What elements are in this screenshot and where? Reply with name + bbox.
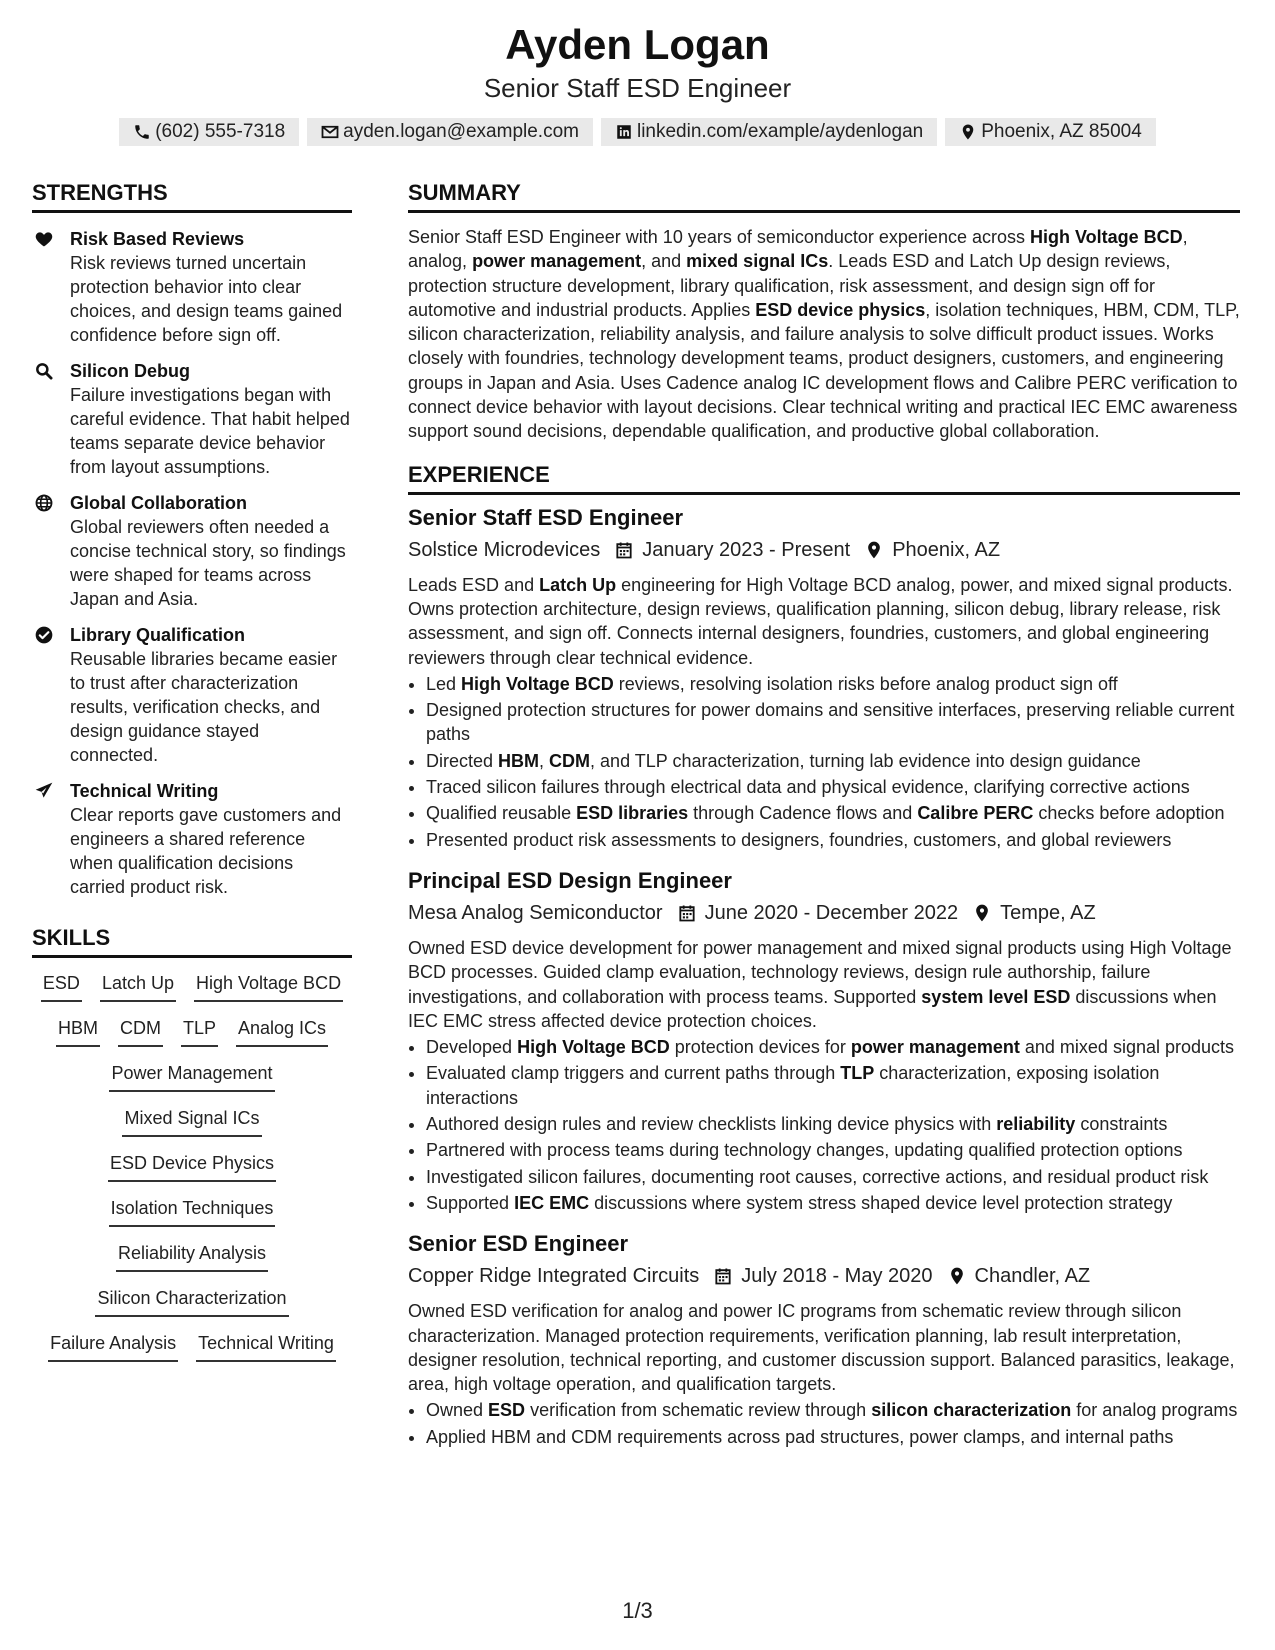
check-circle-icon (34, 625, 54, 645)
skill-row (32, 1285, 352, 1330)
skill-row (32, 1015, 352, 1060)
job-title: Principal ESD Design Engineer (408, 867, 732, 893)
text-run: discussions when IEC EMC stress affected device protection choices. (408, 986, 1217, 1031)
text-run: protection devices for (669, 1037, 851, 1058)
skill-row (32, 1330, 352, 1375)
bold-text: reliability (996, 1114, 1076, 1135)
text-run: Owned (426, 1400, 489, 1421)
skill-tag: Isolation Techniques (109, 1195, 276, 1227)
text-run: , analog, (408, 227, 1188, 272)
skill-row (32, 1060, 352, 1105)
text-run: , isolation techniques, HBM, CDM, TLP, silicon characterization, reliability analysis, and failure analysis to solve difficult product issues. Works closely with foundries, technology development teams, product designers, customers, and engineering groups in Japan and Asia. Uses Cadence analog IC development flows and Calibre PERC verification to connect device behavior with layout decisions. Clear technical writing and practical IEC EMC awareness support sound decisions, dependable qualification, and productive global collaboration. (408, 299, 1240, 442)
job-title: Senior Staff ESD Engineer (408, 504, 684, 530)
text-run: Traced silicon failures through electrical data and physical evidence, clarifying corrective actions (426, 777, 1190, 798)
page-number: 1/3 (622, 1598, 653, 1623)
globe-icon (34, 493, 54, 513)
job-entry (408, 503, 1240, 852)
strengths-heading: STRENGTHS (32, 180, 352, 213)
bullet-item (426, 775, 1240, 799)
calendar-icon (713, 1266, 733, 1286)
summary-text (408, 225, 1240, 444)
candidate-name: Ayden Logan (505, 21, 770, 68)
strength-title: Risk Based Reviews (70, 229, 245, 249)
map-pin-icon (864, 540, 884, 560)
skill-tag: Failure Analysis (48, 1330, 178, 1362)
text-run: Presented product risk assessments to designers, foundries, customers, and global reviewers (426, 829, 1172, 850)
skill-tag: High Voltage BCD (194, 970, 343, 1002)
bold-text: ESD device physics (755, 299, 926, 320)
bold-text: High Voltage BCD (1029, 227, 1183, 247)
bold-text: High Voltage BCD (517, 1037, 670, 1058)
bold-text: mixed signal ICs (686, 251, 829, 272)
text-run: engineering for High Voltage BCD analog, power, and mixed signal products. Owns protection architecture, design reviews, qualification planning, silicon debug, library release, risk assessment, and sign off. Connects internal designers, foundries, customers, and global engineering reviewers through clear technical evidence. (408, 574, 1233, 668)
job-description (408, 573, 1240, 670)
bullet-item (426, 801, 1240, 825)
bold-text: TLP (840, 1063, 875, 1084)
location-text: Phoenix, AZ 85004 (981, 121, 1142, 142)
company-name: Solstice Microdevices (408, 538, 601, 561)
skill-row (32, 970, 352, 1015)
strength-desc: Clear reports gave customers and engineers a shared reference when qualification decisions carried product risk. (70, 805, 342, 897)
text-run: characterization, exposing isolation interactions (426, 1063, 1160, 1108)
text-run: Directed (426, 750, 499, 771)
text-run: Qualified reusable (426, 803, 577, 824)
map-pin-icon (972, 903, 992, 923)
job-meta (408, 1261, 1240, 1291)
text-run: Owned ESD device development for power management and mixed signal products using High Voltage BCD processes. Guided clamp evaluation, technology reviews, design rule authorship, failure investigations, and collaboration with process teams. Supported (408, 937, 1232, 1007)
bold-text: power management (472, 251, 642, 272)
text-run: , (539, 750, 550, 771)
skill-tag: ESD (41, 970, 82, 1002)
text-run: , and (641, 251, 687, 272)
strength-title: Library Qualification (70, 625, 246, 645)
strength-desc: Reusable libraries became easier to trust after characterization results, verification checks, and design guidance stayed connected. (70, 649, 338, 765)
bold-text: IEC EMC (514, 1192, 590, 1213)
skill-tag: Latch Up (100, 970, 176, 1002)
skill-tag: Mixed Signal ICs (122, 1105, 261, 1137)
bullet-item (426, 1035, 1240, 1059)
bullet-item (426, 1138, 1240, 1162)
text-run: for analog programs (1071, 1400, 1238, 1421)
job-dates: July 2018 - May 2020 (741, 1265, 933, 1288)
contact-location (945, 118, 1156, 146)
right-column (408, 180, 1240, 1451)
strength-item (32, 779, 352, 899)
job-meta (408, 535, 1240, 565)
skill-tag: TLP (181, 1015, 218, 1047)
text-run: Authored design rules and review checklists linking device physics with (426, 1114, 997, 1135)
text-run: Led (426, 673, 462, 694)
bold-text: power management (850, 1037, 1020, 1058)
strength-title: Technical Writing (70, 781, 219, 801)
linkedin-text: linkedin.com/example/aydenlogan (636, 121, 924, 142)
text-run: and mixed signal products (1019, 1037, 1235, 1058)
job-meta (408, 898, 1240, 928)
skill-tag: Reliability Analysis (116, 1240, 268, 1272)
strength-item (32, 491, 352, 611)
bullet-item (426, 1165, 1240, 1189)
heart-icon (34, 229, 54, 249)
bullet-item (426, 1061, 1240, 1110)
strength-item (32, 623, 352, 767)
job-title: Senior ESD Engineer (408, 1231, 629, 1257)
strength-desc: Global reviewers often needed a concise technical story, so findings were shaped for teams across Japan and Asia. (70, 517, 346, 609)
skill-row (32, 1195, 352, 1240)
bold-text: silicon characterization (871, 1400, 1072, 1421)
map-pin-icon (959, 123, 977, 141)
job-entry (408, 866, 1240, 1215)
bullet-item (426, 672, 1240, 696)
bold-text: ESD (488, 1400, 526, 1421)
skill-tag: Power Management (109, 1060, 274, 1092)
job-bullets (408, 1035, 1240, 1215)
bullet-item (426, 698, 1240, 747)
job-dates: January 2023 - Present (642, 538, 851, 561)
text-run: Partnered with process teams during technology changes, updating qualified protection options (426, 1140, 1183, 1161)
bold-text: High Voltage BCD (461, 673, 614, 694)
text-run: discussions where system stress shaped device level protection strategy (589, 1192, 1173, 1213)
job-bullets (408, 672, 1240, 852)
left-column (32, 180, 352, 1375)
contact-bar (0, 118, 1275, 146)
job-entry (408, 1229, 1240, 1449)
phone-text: (602) 555-7318 (155, 121, 286, 142)
text-run: checks before adoption (1033, 803, 1225, 824)
bullet-item (426, 1112, 1240, 1136)
strength-item (32, 359, 352, 479)
strength-title: Silicon Debug (70, 361, 191, 381)
calendar-icon (614, 540, 634, 560)
candidate-title: Senior Staff ESD Engineer (483, 73, 792, 103)
job-description (408, 1299, 1240, 1396)
bold-text: Latch Up (539, 574, 617, 595)
skill-row (32, 1150, 352, 1195)
contact-email[interactable] (307, 118, 593, 146)
text-run: Owned ESD verification for analog and power IC programs from schematic review through silicon characterization. Managed protection requirements, verification planning, lab result interpretation, designer resolution, technical reporting, and customer discussion support. Balanced parasitics, leakage, area, high voltage operation, and qualification targets. (408, 1301, 1235, 1395)
contact-linkedin[interactable] (601, 118, 937, 146)
bold-text: HBM (498, 750, 540, 771)
bold-text: CDM (549, 750, 591, 771)
text-run: through Cadence flows and (688, 803, 918, 824)
text-run: Investigated silicon failures, documenting root causes, corrective actions, and residual product risk (426, 1166, 1209, 1187)
experience-list (408, 503, 1240, 1449)
company-name: Copper Ridge Integrated Circuits (408, 1265, 700, 1288)
paper-plane-icon (34, 781, 54, 801)
company-name: Mesa Analog Semiconductor (408, 901, 663, 924)
map-pin-icon (947, 1266, 967, 1286)
skill-row (32, 1240, 352, 1285)
skill-row (32, 1105, 352, 1150)
text-run: Developed (426, 1037, 518, 1058)
resume-header (0, 20, 1275, 146)
text-run: constraints (1075, 1114, 1168, 1135)
job-description (408, 936, 1240, 1033)
search-icon (34, 361, 54, 381)
strength-desc: Risk reviews turned uncertain protection behavior into clear choices, and design teams gained confidence before sign off. (70, 253, 343, 345)
job-location: Tempe, AZ (1000, 901, 1096, 924)
text-run: Evaluated clamp triggers and current paths through (426, 1063, 841, 1084)
contact-phone[interactable] (119, 118, 299, 146)
skill-tag: ESD Device Physics (108, 1150, 276, 1182)
bullet-item (426, 1398, 1240, 1422)
skill-tag: Technical Writing (196, 1330, 336, 1362)
text-run: reviews, resolving isolation risks before analog product sign off (613, 673, 1118, 694)
bold-text: ESD libraries (576, 803, 689, 824)
phone-icon (133, 123, 151, 141)
text-run: Applied HBM and CDM requirements across pad structures, power clamps, and internal paths (426, 1426, 1174, 1447)
skill-tag: HBM (56, 1015, 100, 1047)
text-run: , and TLP characterization, turning lab evidence into design guidance (590, 750, 1141, 771)
text-run: verification from schematic review through (525, 1400, 872, 1421)
skills-list (32, 970, 352, 1375)
envelope-icon (321, 123, 339, 141)
job-location: Phoenix, AZ (892, 538, 1001, 561)
job-dates: June 2020 - December 2022 (704, 901, 959, 924)
summary-heading: SUMMARY (408, 180, 1240, 213)
strength-item (32, 227, 352, 347)
calendar-icon (677, 903, 697, 923)
bold-text: Calibre PERC (917, 803, 1034, 824)
email-text: ayden.logan@example.com (343, 121, 579, 142)
bullet-item (426, 1425, 1240, 1449)
linkedin-icon (615, 123, 633, 141)
skill-tag: Silicon Characterization (95, 1285, 288, 1317)
job-location: Chandler, AZ (974, 1265, 1091, 1288)
strength-title: Global Collaboration (70, 493, 248, 513)
text-run: Supported (426, 1192, 515, 1213)
bullet-item (426, 828, 1240, 852)
text-run: Senior Staff ESD Engineer with 10 years of semiconductor experience across (408, 227, 1030, 247)
text-run: Designed protection structures for power domains and sensitive interfaces, preserving reliable current paths (426, 700, 1235, 745)
skills-heading: SKILLS (32, 925, 352, 958)
bold-text: system level ESD (921, 986, 1071, 1007)
skill-tag: CDM (118, 1015, 163, 1047)
bullet-item (426, 749, 1240, 773)
experience-heading: EXPERIENCE (408, 462, 1240, 495)
bullet-item (426, 1191, 1240, 1215)
strength-desc: Failure investigations began with careful evidence. That habit helped teams separate device behavior from layout assumptions. (70, 385, 350, 477)
text-run: . Leads ESD and Latch Up design reviews, protection structure development, library qualification, risk assessment, and design sign off for automotive and industrial products. Applies (408, 251, 1171, 320)
skill-tag: Analog ICs (236, 1015, 328, 1047)
job-bullets (408, 1398, 1240, 1449)
text-run: Leads ESD and (408, 574, 540, 595)
